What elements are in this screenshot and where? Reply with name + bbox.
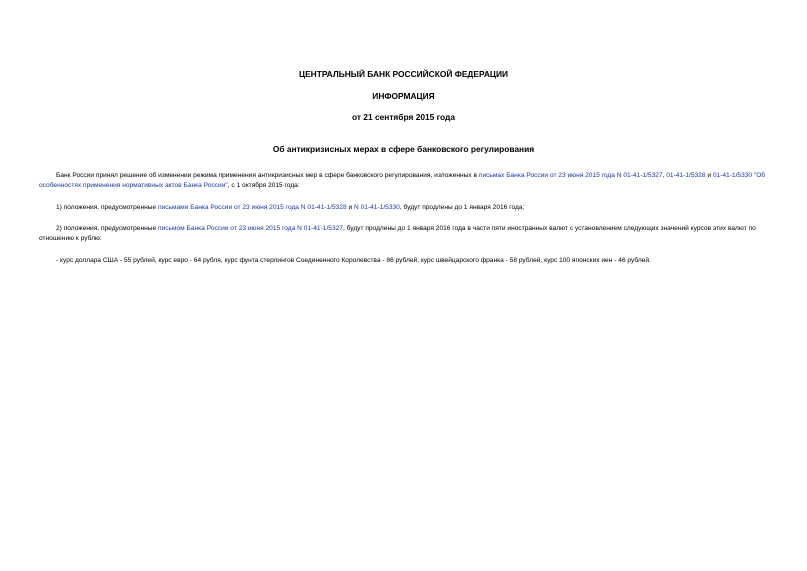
text: , — [662, 172, 667, 179]
link-letter-5327[interactable]: письмах Банка России от 23 июня 2015 года N 01-41-1/5327 — [478, 172, 663, 179]
paragraph-intro — [39, 171, 769, 190]
organization-heading: ЦЕНТРАЛЬНЫЙ БАНК РОССИЙСКОЙ ФЕДЕРАЦИИ — [298, 69, 509, 79]
document-type-heading: ИНФОРМАЦИЯ — [372, 91, 435, 101]
document-date: от 21 сентября 2015 года — [351, 112, 456, 122]
text: 1) положения, предусмотренные — [56, 204, 158, 211]
text: Банк России принял решение об изменении режима применения антикризисных мер в сфере банковского регулирования, изложенных в — [56, 172, 479, 179]
text: , будут продлены до 1 января 2016 года в части пяти иностранных валют с установлением следующих значений курсов этих валют по отношению к рублю: — [39, 225, 756, 242]
paragraph-item-1 — [39, 203, 769, 213]
text: и — [705, 172, 713, 179]
text: и — [346, 204, 354, 211]
link-letter-5330[interactable]: 01-41-1/5330 "Об особенностях применения нормативных актов Банка России" — [39, 172, 766, 189]
link-letter-5327[interactable]: письмом Банка России от 23 июня 2015 года N 01-41-1/5327 — [158, 225, 343, 232]
paragraph-item-2 — [39, 224, 769, 243]
document-title: Об антикризисных мерах в сфере банковского регулирования — [272, 144, 535, 154]
text: , с 1 октября 2015 года: — [227, 181, 300, 189]
text: , будут продлены до 1 января 2016 года; — [399, 204, 525, 211]
text: - курс доллара США - 55 рублей, курс евро - 64 рубля, курс фунта стерлингов Соединенного Королевства - 86 рублей, курс швейцарского франка - 58 рублей, курс 100 японских иен - 46 рублей. — [56, 257, 651, 264]
link-letter-5328[interactable]: 01-41-1/5328 — [666, 172, 706, 179]
link-letter-5330[interactable]: N 01-41-1/5330 — [354, 204, 400, 211]
paragraph-rates — [39, 256, 769, 266]
text: 2) положения, предусмотренные — [56, 225, 158, 232]
link-letters-5328[interactable]: письмами Банка России от 23 июня 2015 года N 01-41-1/5328 — [158, 204, 347, 211]
